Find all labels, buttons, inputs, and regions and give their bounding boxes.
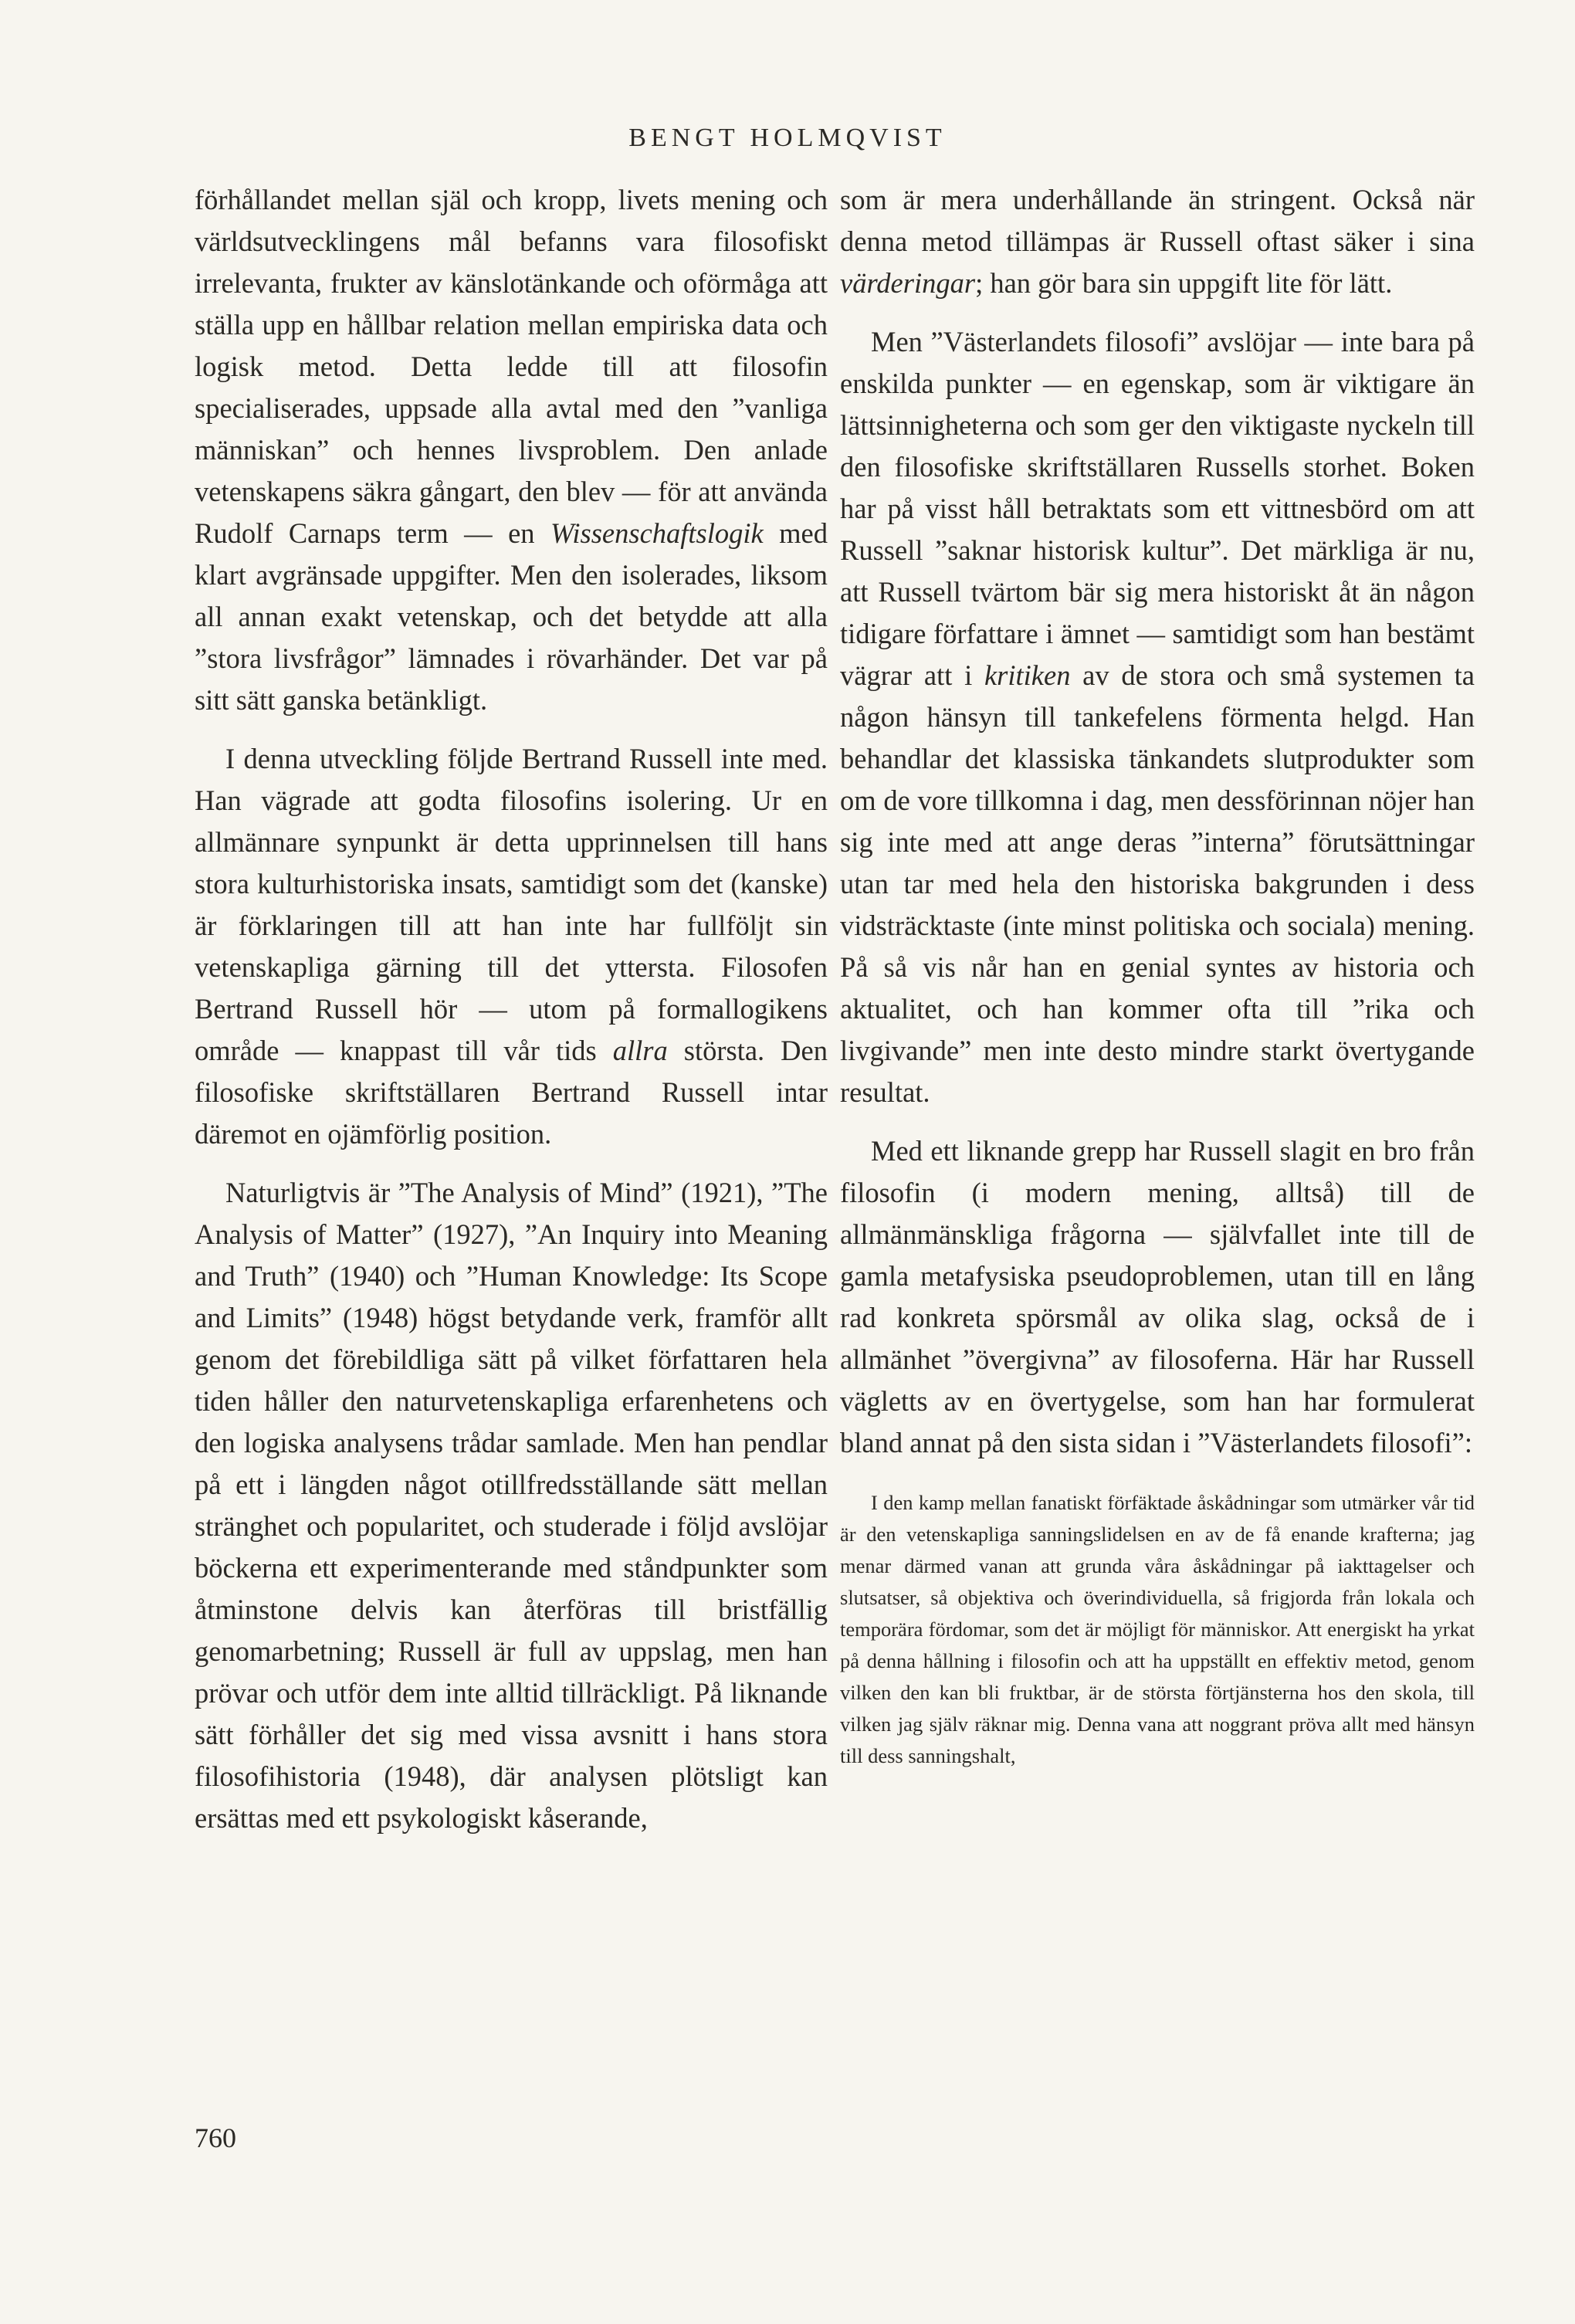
paragraph-text: ; han gör bara sin uppgift lite för lätt. (975, 267, 1393, 299)
running-head: BENGT HOLMQVIST (628, 124, 947, 152)
right-column (840, 179, 1475, 1772)
paragraph (840, 179, 1475, 304)
paragraph-text: förhållandet mellan själ och kropp, livets mening och världsutvecklingens mål befanns vara filosofiskt irrelevanta, frukter av känslotänkande och oförmåga att ställa upp en hållbar relation mellan empiriska data och logisk metod. Detta ledde till att filosofin specialiserades, uppsade alla avtal med den ”vanliga människan” och hennes livsproblem. Den anlade vetenskapens säkra gångart, den blev — för att använda Rudolf Carnaps term — en (195, 184, 828, 549)
left-column (195, 179, 828, 1839)
paragraph (195, 738, 828, 1155)
paragraph (195, 179, 828, 721)
italic-term: värderingar (840, 267, 976, 299)
block-quote (840, 1487, 1475, 1772)
quote-text: I den kamp mellan fanatiskt förfäktade åskådningar som utmärker vår tid är den vetenskapliga sanningslidelsen en av de få enande krafterna; jag menar därmed vanan att grunda våra åskådningar på iakttagelser och slutsatser, så objektiva och överindividuella, så frigjorda från lokala och temporära fördomar, som det är möjligt för människor. Att energiskt ha yrkat på denna hållning i filosofin och att ha uppställt en effektiv metod, genom vilken den kan bli fruktbar, är de största förtjänsterna hos den skola, till vilken jag själv räknar mig. Denna vana att noggrant pröva allt med hänsyn till dess sanningshalt, (840, 1491, 1475, 1767)
paragraph-text: största. Den filosofiske skriftställaren Bertrand Russell intar däremot en ojämförlig position. (195, 1035, 828, 1150)
paragraph-text: som är mera underhållande än stringent. Också när denna metod tillämpas är Russell oftast säker i sina (840, 184, 1475, 257)
paragraph-text: av de stora och små systemen ta någon hänsyn till tankefelens förmenta helgd. Han behandlar det klassiska tänkandets slutprodukter som om de vore tillkomna i dag, men dessförinnan nöjer han sig inte med att ange deras ”interna” förutsättningar utan tar med hela den historiska bakgrunden i dess vidsträcktaste (inte minst politiska och sociala) mening. På så vis når han en genial syntes av historia och aktualitet, och han kommer ofta till ”rika och livgivande” men inte desto mindre starkt övertygande resultat. (840, 659, 1475, 1108)
paragraph: Med ett liknande grepp har Russell slagit en bro från filosofin (i modern mening, alltså) till de allmänmänskliga frågorna — självfallet inte till de gamla metafysiska pseudoproblemen, utan till en lång rad konkreta spörsmål av olika slag, också de i allmänhet ”övergivna” av filosoferna. Här har Russell vägletts av en övertygelse, som han har formulerat bland annat på den sista sidan i ”Västerlandets filosofi”: (840, 1135, 1475, 1458)
italic-term: kritiken (984, 659, 1071, 691)
paragraph-text: med klart avgränsade uppgifter. Men den isolerades, liksom all annan exakt vetenskap, och det betydde att alla ”stora livsfrågor” lämnades i rövarhänder. Det var på sitt sätt ganska betänkligt. (195, 517, 828, 716)
page-number: 760 (195, 2122, 236, 2153)
paragraph: Naturligtvis är ”The Analysis of Mind” (1921), ”The Analysis of Matter” (1927), ”An Inquiry into Meaning and Truth” (1940) och ”Human Knowledge: Its Scope and Limits” (1948) högst betydande verk, framför allt genom det förebildliga sätt på vilket författaren hela tiden håller den naturvetenskapliga erfarenhetens och den logiska analysens trådar samlade. Men han pendlar på ett i längden något otillfredsställande sätt mellan stränghet och popularitet, och studerade i följd avslöjar böckerna ett experimenterande med ståndpunkter som åtminstone delvis kan återföras till bristfällig genomarbetning; Russell är full av uppslag, men han prövar och utför dem inte alltid tillräckligt. På liknande sätt förhåller det sig med vissa avsnitt i hans stora filosofihistoria (1948), där analysen plötsligt kan ersättas med ett psykologiskt kåserande, (195, 1177, 828, 1834)
paragraph-text: I denna utveckling följde Bertrand Russell inte med. Han vägrade att godta filosofins isolering. Ur en allmännare synpunkt är detta upprinnelsen till hans stora kulturhistoriska insats, samtidigt som det (kanske) är förklaringen till att han inte har fullföljt sin vetenskapliga gärning till det yttersta. Filosofen Bertrand Russell hör — utom på formallogikens område — knappast till vår tids (195, 743, 828, 1066)
paragraph-text: Men ”Västerlandets filosofi” avslöjar — inte bara på enskilda punkter — en egenskap, som är viktigare än lättsinnigheterna och som ger den viktigaste nyckeln till den filosofiske skriftställaren Russells storhet. Boken har på visst håll betraktats som ett vittnesbörd om att Russell ”saknar historisk kultur”. Det märkliga är nu, att Russell tvärtom bär sig mera historiskt åt än någon tidigare författare i ämnet — samtidigt som han bestämt vägrar att i (840, 326, 1475, 691)
italic-term: Wissenschaftslogik (550, 517, 764, 549)
italic-term: allra (612, 1035, 668, 1066)
paragraph (840, 321, 1475, 1113)
